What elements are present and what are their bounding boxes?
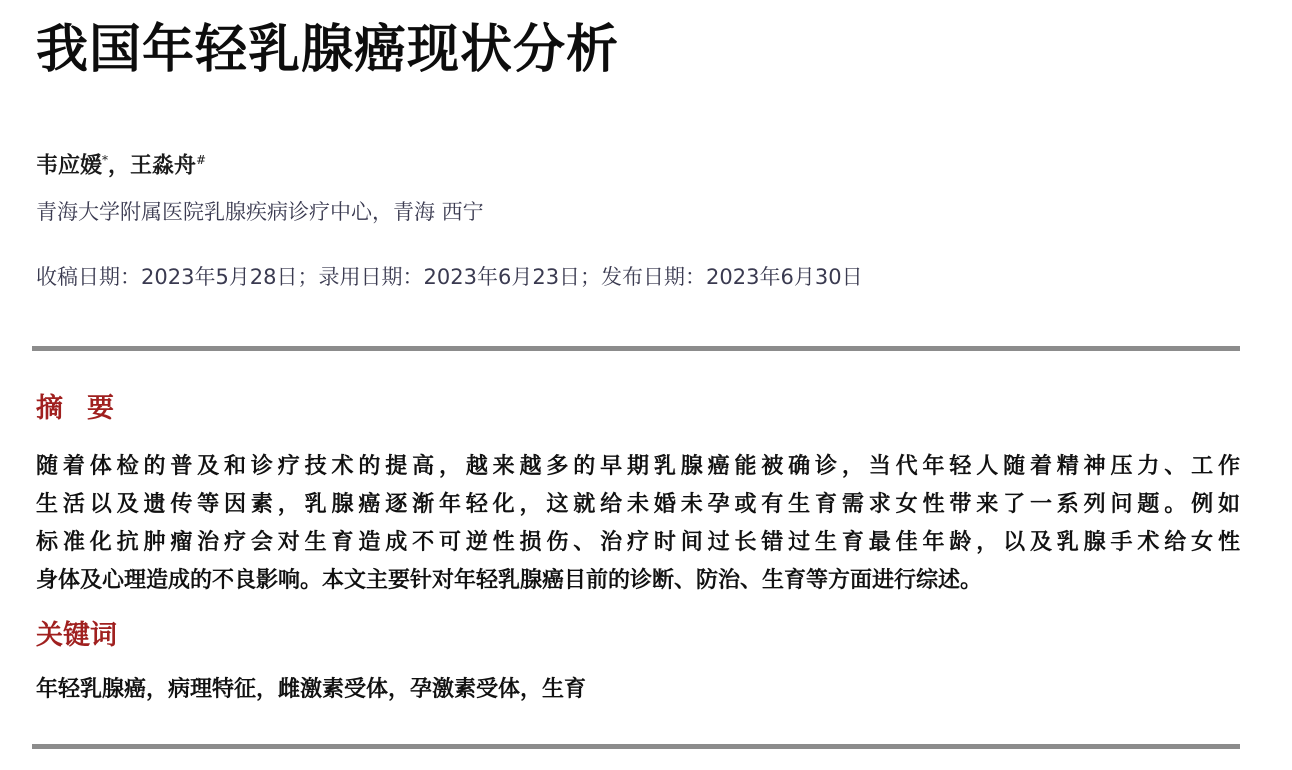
author-name: 韦应媛 bbox=[36, 152, 103, 179]
abstract-body bbox=[36, 448, 1240, 600]
abstract-line: 生活以及遗传等因素，乳腺癌逐渐年轻化，这就给未婚未孕或有生育需求女性带来了一系列问题。例如 bbox=[36, 492, 1240, 517]
keywords-heading: 关键词 bbox=[36, 620, 117, 651]
publication-dates: 收稿日期：2023年5月28日；录用日期：2023年6月23日；发布日期：2023年6月30日 bbox=[36, 265, 863, 289]
author-name: 王淼舟 bbox=[130, 152, 197, 179]
author-mark: * bbox=[102, 153, 109, 167]
author-mark: # bbox=[196, 153, 207, 167]
author-separator: ， bbox=[108, 152, 131, 179]
keywords-text: 年轻乳腺癌，病理特征，雌激素受体，孕激素受体，生育 bbox=[36, 677, 587, 702]
author-list bbox=[36, 144, 206, 181]
abstract-heading: 摘要 bbox=[36, 393, 138, 424]
paper-title: 我国年轻乳腺癌现状分析 bbox=[36, 20, 620, 80]
section-divider-bottom bbox=[32, 744, 1240, 749]
abstract-line: 身体及心理造成的不良影响。本文主要针对年轻乳腺癌目前的诊断、防治、生育等方面进行综述。 bbox=[36, 568, 983, 593]
abstract-line: 随着体检的普及和诊疗技术的提高，越来越多的早期乳腺癌能被确诊，当代年轻人随着精神压力、工作 bbox=[36, 454, 1240, 479]
author-affiliation: 青海大学附属医院乳腺疾病诊疗中心，青海 西宁 bbox=[36, 200, 484, 224]
section-divider-top bbox=[32, 346, 1240, 351]
abstract-line: 标准化抗肿瘤治疗会对生育造成不可逆性损伤、治疗时间过长错过生育最佳年龄，以及乳腺手术给女性 bbox=[36, 530, 1240, 555]
